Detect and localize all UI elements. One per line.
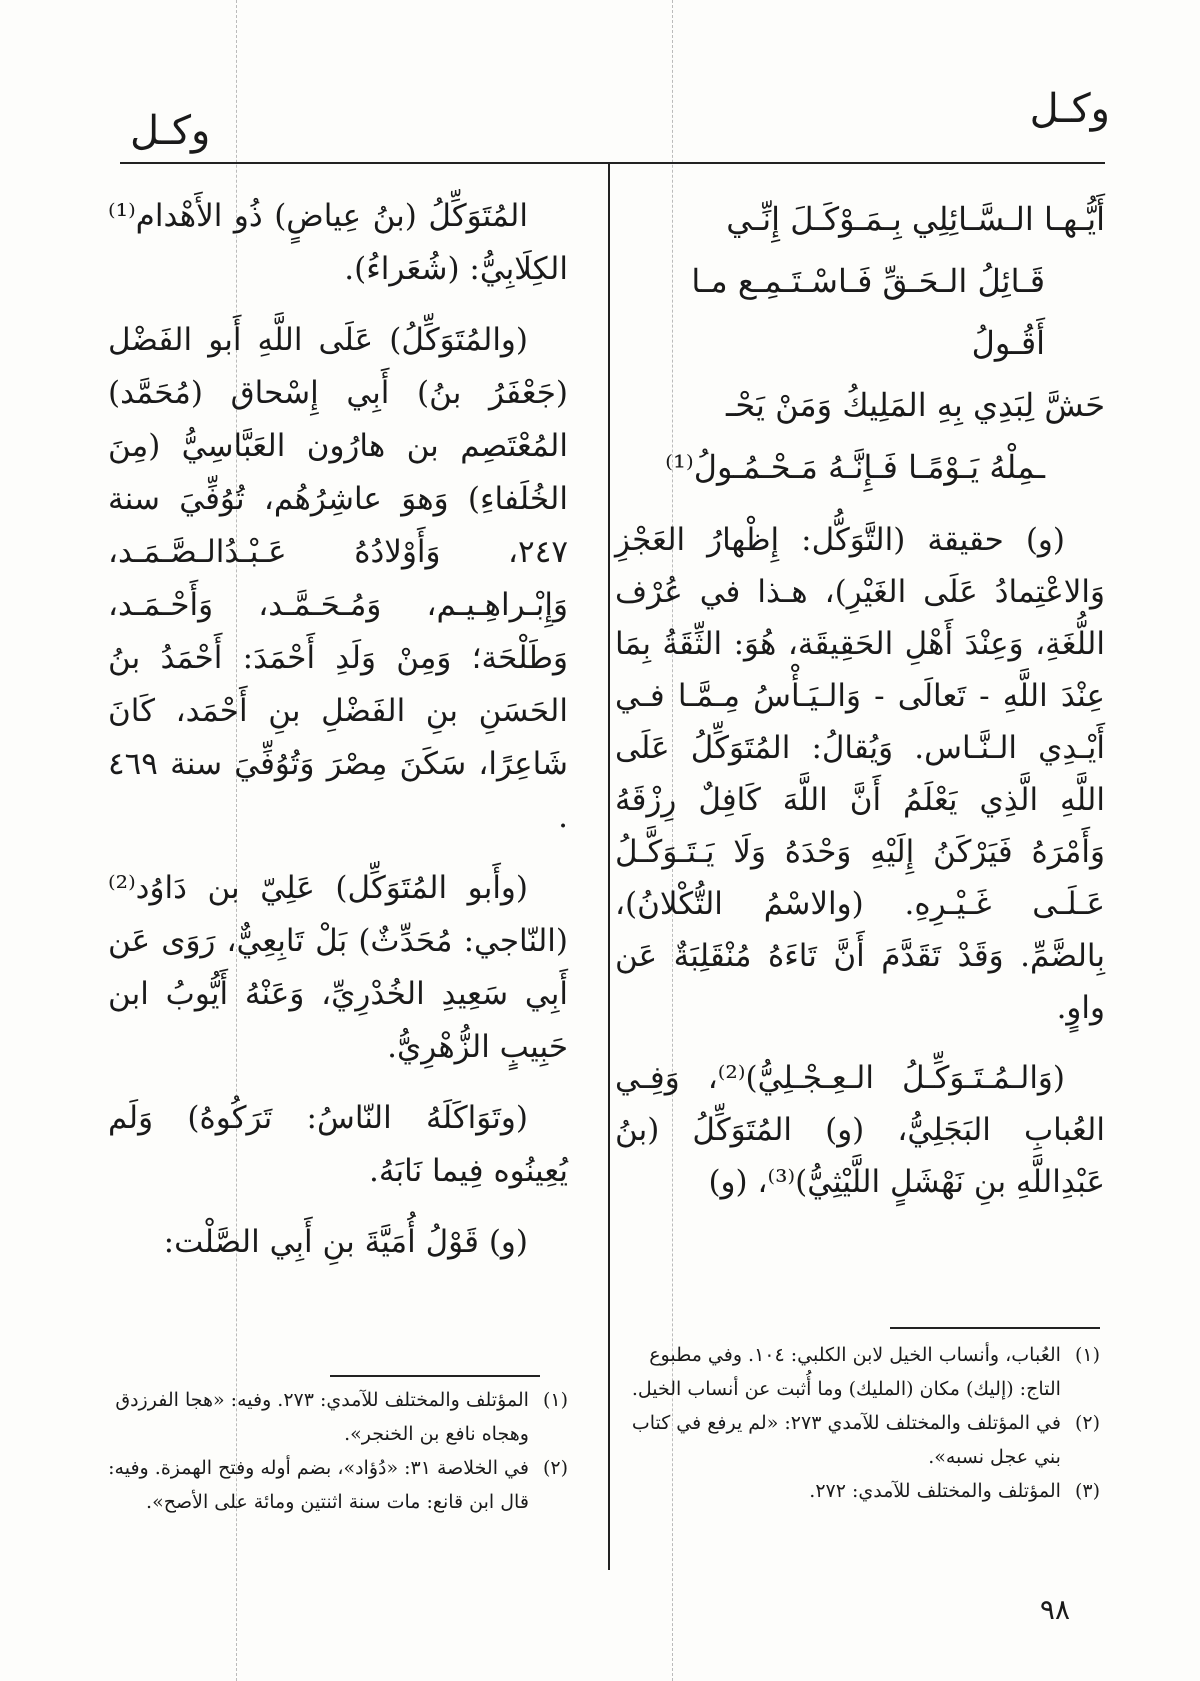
verse-line: قَـائِلُ الـحَـقِّ فَـاسْـتَـمِـع مـا أَقُـولُ <box>691 262 1045 362</box>
entry-paragraph: (وَالـمُـتَـوَكِّـلُ الـعِـجْـلِيُّ)⁽²⁾، وَفِـي العُبابِ البَجَلِيُّ، (و) المُتَوَكِّلُ (بنُ عَبْدِاللَّهِ بنِ نَهْشَلٍ اللَّيْثِيُّ)⁽³⁾، (و) <box>615 1060 1105 1200</box>
footnote-number: (٢) <box>542 1457 568 1479</box>
footnote <box>610 1406 1100 1474</box>
verse-line: ـمِلْهُ يَـوْمًـا فَـإِنَّـهُ مَـحْـمُـولُ⁽¹⁾ <box>665 448 1045 486</box>
footnote-text: المؤتلف والمختلف للآمدي: ٢٧٣. وفيه: «هجا الفرزدق وهجاه نافع بن الخنجر». <box>115 1389 529 1445</box>
header-rule <box>120 162 1105 164</box>
footnote-number: (١) <box>1074 1344 1100 1366</box>
footnote <box>108 1451 568 1519</box>
entry-paragraph: (وتَوَاكَلَهُ النّاسُ: تَرَكُوهُ) وَلَم يُعِينُوه فِيما نَابَهُ. <box>108 1100 568 1189</box>
footnote <box>108 1383 568 1451</box>
footnote-number: (٣) <box>1074 1480 1100 1502</box>
footnote-text: المؤتلف والمختلف للآمدي: ٢٧٢. <box>809 1480 1061 1502</box>
footnote-text: في الخلاصة ٣١: «دُؤاد»، بضم أوله وفتح الهمزة. وفيه: قال ابن قانع: مات سنة اثنتين ومائة على الأصح». <box>108 1457 529 1513</box>
entry-paragraph: (والمُتَوَكِّلُ) عَلَى اللَّهِ أَبو الفَضْل (جَعْفَرُ بنُ) أَبِي إِسْحاق (مُحَمَّد) المُعْتَصِم بن هارُون العَبَّاسِيُّ (مِنَ الخُلَفاءِ) وَهوَ عاشِرُهُم، تُوُفِّيَ سنة ٢٤٧، وَأَوْلادُهُ عَـبْـدُالـصَّـمَـد، وَإِبْـراهِـيـم، وَمُـحَـمَّـد، وَأَحْـمَـد، وَطَلْحَة؛ وَمِنْ وَلَدِ أَحْمَدَ: أَحْمَدُ بنُ الحَسَنِ بنِ الفَضْلِ بنِ أَحْمَد، كَانَ شَاعِرًا، سَكَنَ مِصْرَ وَتُوُفِّيَ سنة ٤٦٩ . <box>108 322 568 835</box>
right-column <box>615 188 1105 1226</box>
footnote-rule <box>330 1375 540 1377</box>
entry-paragraph: (وأَبو المُتَوَكِّل) عَلِيّ بن دَاوُد⁽²⁾ (النّاجي: مُحَدِّثٌ) بَلْ تَابِعِيٌّ، رَوَى عَن أَبِي سَعِيدِ الخُدْرِيِّ، وَعَنْهُ أَيُّوبُ ابن حَبِيبٍ الزُّهْرِيُّ. <box>108 870 568 1065</box>
footnotes-right <box>610 1338 1100 1508</box>
running-header-right: وكـل <box>1029 86 1110 132</box>
page-number: ٩٨ <box>1039 1593 1070 1626</box>
footnote-rule <box>890 1327 1100 1329</box>
entry-paragraph: (و) حقيقة (التَّوَكُّل: إِظْهارُ العَجْزِ وَالاعْتِمادُ عَلَى الغَيْرِ)، هـذا في عُرْف اللُّغَةِ، وَعِنْدَ أَهْلِ الحَقِيقَة، هُوَ: الثِّقَةُ بِمَا عِنْدَ اللَّهِ - تَعالَى - وَالـيَـأْسُ مِـمَّـا فـي أَيْـدِي الـنَّـاس. وَيُقالُ: المُتَوَكِّلُ عَلَى اللَّهِ الَّذِي يَعْلَمُ أَنَّ اللَّهَ كَافِلٌ رِزْقَهُ وَأَمْرَهُ فَيَرْكَنُ إِلَيْهِ وَحْدَهُ وَلَا يَـتَـوَكَّـلُ عَـلَـى غَـيْـرِهِ. (والاسْمُ التُّكْلانُ)، بِالضَّمِّ. وَقَدْ تَقَدَّمَ أَنَّ تَاءَهُ مُنْقَلِبَةٌ عَن واوٍ. <box>615 522 1105 1026</box>
verse-line: أَيُّـهـا الـسَّـائِلِي بِـمَـوْكَـلَ إِنِّـي <box>726 200 1105 238</box>
entry-paragraph: المُتَوَكِّلُ (بنُ عِياضٍ) ذُو الأَهْدام⁽¹⁾ الكِلَابِيُّ: (شُعَراءُ). <box>108 198 568 287</box>
footnote-text: في المؤتلف والمختلف للآمدي ٢٧٣: «لم يرفع في كتاب بني عجل نسبه». <box>631 1412 1061 1468</box>
entry-paragraph: (و) قَوْلُ أُمَيَّةَ بنِ أَبِي الصَّلْت: <box>163 1224 528 1260</box>
footnotes-left <box>108 1383 568 1519</box>
verse-line: حَشَّ لِبَدِي بِهِ المَلِيكُ وَمَنْ يَحْـ <box>726 386 1105 424</box>
footnote <box>610 1474 1100 1508</box>
footnote-number: (٢) <box>1074 1412 1100 1434</box>
footnote-text: العُباب، وأنساب الخيل لابن الكلبي: ١٠٤. وفي مطبوع التاج: (إليك) مكان (المليك) وما أُثبت عن أنساب الخيل. <box>631 1344 1061 1400</box>
left-column <box>108 190 568 1287</box>
footnote <box>610 1338 1100 1406</box>
running-header-left: وكـل <box>130 108 211 154</box>
footnote-number: (١) <box>542 1389 568 1411</box>
